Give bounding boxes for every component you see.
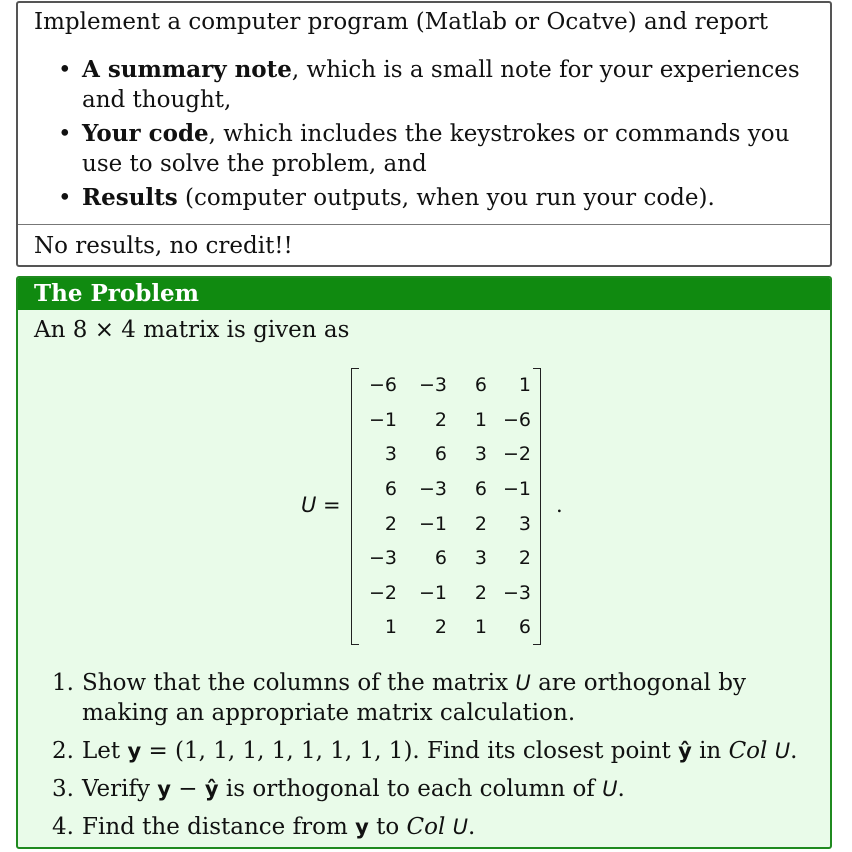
matrix-cell: 3 xyxy=(384,443,397,466)
bullet-icon: • xyxy=(58,185,72,211)
question-1 xyxy=(52,668,822,728)
intro-prefix: An 8 xyxy=(34,317,95,343)
math-minus: − xyxy=(170,776,205,802)
deliverable-title: Your code xyxy=(82,120,209,147)
deliverable-description: , which is a small note for your experiences and thought, xyxy=(82,57,800,113)
matrix-row xyxy=(357,506,531,541)
matrix-cell: −3 xyxy=(418,478,447,501)
question-number: 4. xyxy=(52,814,74,840)
matrix-label xyxy=(301,490,341,520)
math-col: Col xyxy=(728,738,768,764)
problem-header-bar xyxy=(18,278,830,310)
right-bracket xyxy=(533,368,541,645)
matrix-cell: 2 xyxy=(518,547,531,570)
matrix-cell: 1 xyxy=(474,616,487,639)
question-4 xyxy=(52,812,822,842)
deliverable-description: (computer outputs, when you run your code). xyxy=(177,185,715,211)
question-text: Find the distance from xyxy=(82,814,356,840)
bullet-icon: • xyxy=(58,57,72,83)
question-text: to xyxy=(368,814,407,840)
times-symbol: × xyxy=(94,317,114,343)
matrix-row xyxy=(357,437,531,472)
matrix-cell: 6 xyxy=(384,478,397,501)
matrix-cell: −1 xyxy=(418,512,447,535)
matrix-cell: 2 xyxy=(434,616,447,639)
matrix-u xyxy=(351,368,541,645)
problem-box xyxy=(16,276,832,849)
matrix-cell: 6 xyxy=(474,374,487,397)
deliverable-title: A summary note xyxy=(82,56,292,83)
math-col: Col xyxy=(406,814,446,840)
question-2 xyxy=(52,736,822,766)
matrix-cell: 2 xyxy=(474,512,487,535)
matrix-cell: −1 xyxy=(502,478,531,501)
matrix-cell: 1 xyxy=(384,616,397,639)
matrix-cell: 6 xyxy=(434,547,447,570)
matrix-row xyxy=(357,403,531,438)
matrix-cell: 2 xyxy=(474,581,487,604)
deliverable-code xyxy=(58,119,820,179)
intro-suffix: 4 matrix is given as xyxy=(113,317,350,343)
matrix-cell: −3 xyxy=(418,374,447,397)
math-u: U xyxy=(602,777,618,801)
math-y: y xyxy=(355,815,369,839)
question-number: 1. xyxy=(52,670,74,696)
matrix-cell: −1 xyxy=(418,581,447,604)
matrix-cell: 6 xyxy=(518,616,531,639)
question-list xyxy=(52,668,822,849)
math-y: y xyxy=(127,739,142,763)
math-y-hat: ŷ xyxy=(204,777,219,801)
question-3 xyxy=(52,774,822,804)
matrix-row xyxy=(357,368,531,403)
matrix-period: . xyxy=(556,493,563,517)
question-text: . xyxy=(790,738,798,764)
question-text: in xyxy=(691,738,729,764)
question-text: Let xyxy=(82,738,128,764)
matrix-row xyxy=(357,472,531,507)
instructions-box xyxy=(16,1,832,267)
deliverable-results xyxy=(58,183,820,213)
math-u: U xyxy=(452,815,468,839)
deliverables-list xyxy=(58,55,820,217)
question-text: = (1, 1, 1, 1, 1, 1, 1, 1). Find its closest point xyxy=(141,738,679,764)
deliverable-title: Results xyxy=(82,184,178,211)
problem-title: The Problem xyxy=(34,280,200,307)
instructions-divider xyxy=(18,224,830,225)
question-text: Verify xyxy=(82,776,158,802)
matrix-cell: −3 xyxy=(368,547,397,570)
bullet-icon: • xyxy=(58,121,72,147)
matrix-entries xyxy=(357,368,531,645)
question-number: 3. xyxy=(52,776,74,802)
matrix-row xyxy=(357,576,531,611)
matrix-cell: −2 xyxy=(502,443,531,466)
matrix-cell: 1 xyxy=(474,408,487,431)
math-y-hat: ŷ xyxy=(678,739,692,763)
matrix-row xyxy=(357,541,531,576)
question-text: . xyxy=(468,814,476,840)
matrix-cell: −6 xyxy=(502,408,531,431)
matrix-cell: −2 xyxy=(368,581,397,604)
matrix-cell: 6 xyxy=(474,478,487,501)
matrix-cell: 6 xyxy=(434,443,447,466)
matrix-cell: 3 xyxy=(474,547,487,570)
question-number: 2. xyxy=(52,738,74,764)
problem-intro-text xyxy=(34,315,349,345)
math-u: U xyxy=(774,739,791,763)
matrix-cell: 3 xyxy=(474,443,487,466)
matrix-cell: −6 xyxy=(368,374,397,397)
instructions-heading: Implement a computer program (Matlab or Ocatve) and report xyxy=(34,9,769,35)
matrix-variable: U xyxy=(301,493,317,517)
question-text: Show that the columns of the matrix xyxy=(82,670,516,696)
matrix-cell: 2 xyxy=(434,408,447,431)
matrix-cell: −1 xyxy=(368,408,397,431)
matrix-cell: −3 xyxy=(502,581,531,604)
matrix-cell: 3 xyxy=(518,512,531,535)
question-text: . xyxy=(617,776,625,802)
math-y: y xyxy=(157,777,171,801)
question-text: is orthogonal to each column of xyxy=(218,776,603,802)
question-text: are orthogonal by making an appropriate matrix calculation. xyxy=(82,670,746,726)
math-u: U xyxy=(515,671,531,695)
matrix-cell: 1 xyxy=(518,374,531,397)
deliverable-summary-note xyxy=(58,55,820,115)
instructions-footer: No results, no credit!! xyxy=(34,233,293,259)
deliverable-description: , which includes the keystrokes or commands you use to solve the problem, and xyxy=(82,121,790,177)
matrix-equals: = xyxy=(316,493,341,517)
matrix-cell: 2 xyxy=(384,512,397,535)
matrix-row xyxy=(357,610,531,645)
